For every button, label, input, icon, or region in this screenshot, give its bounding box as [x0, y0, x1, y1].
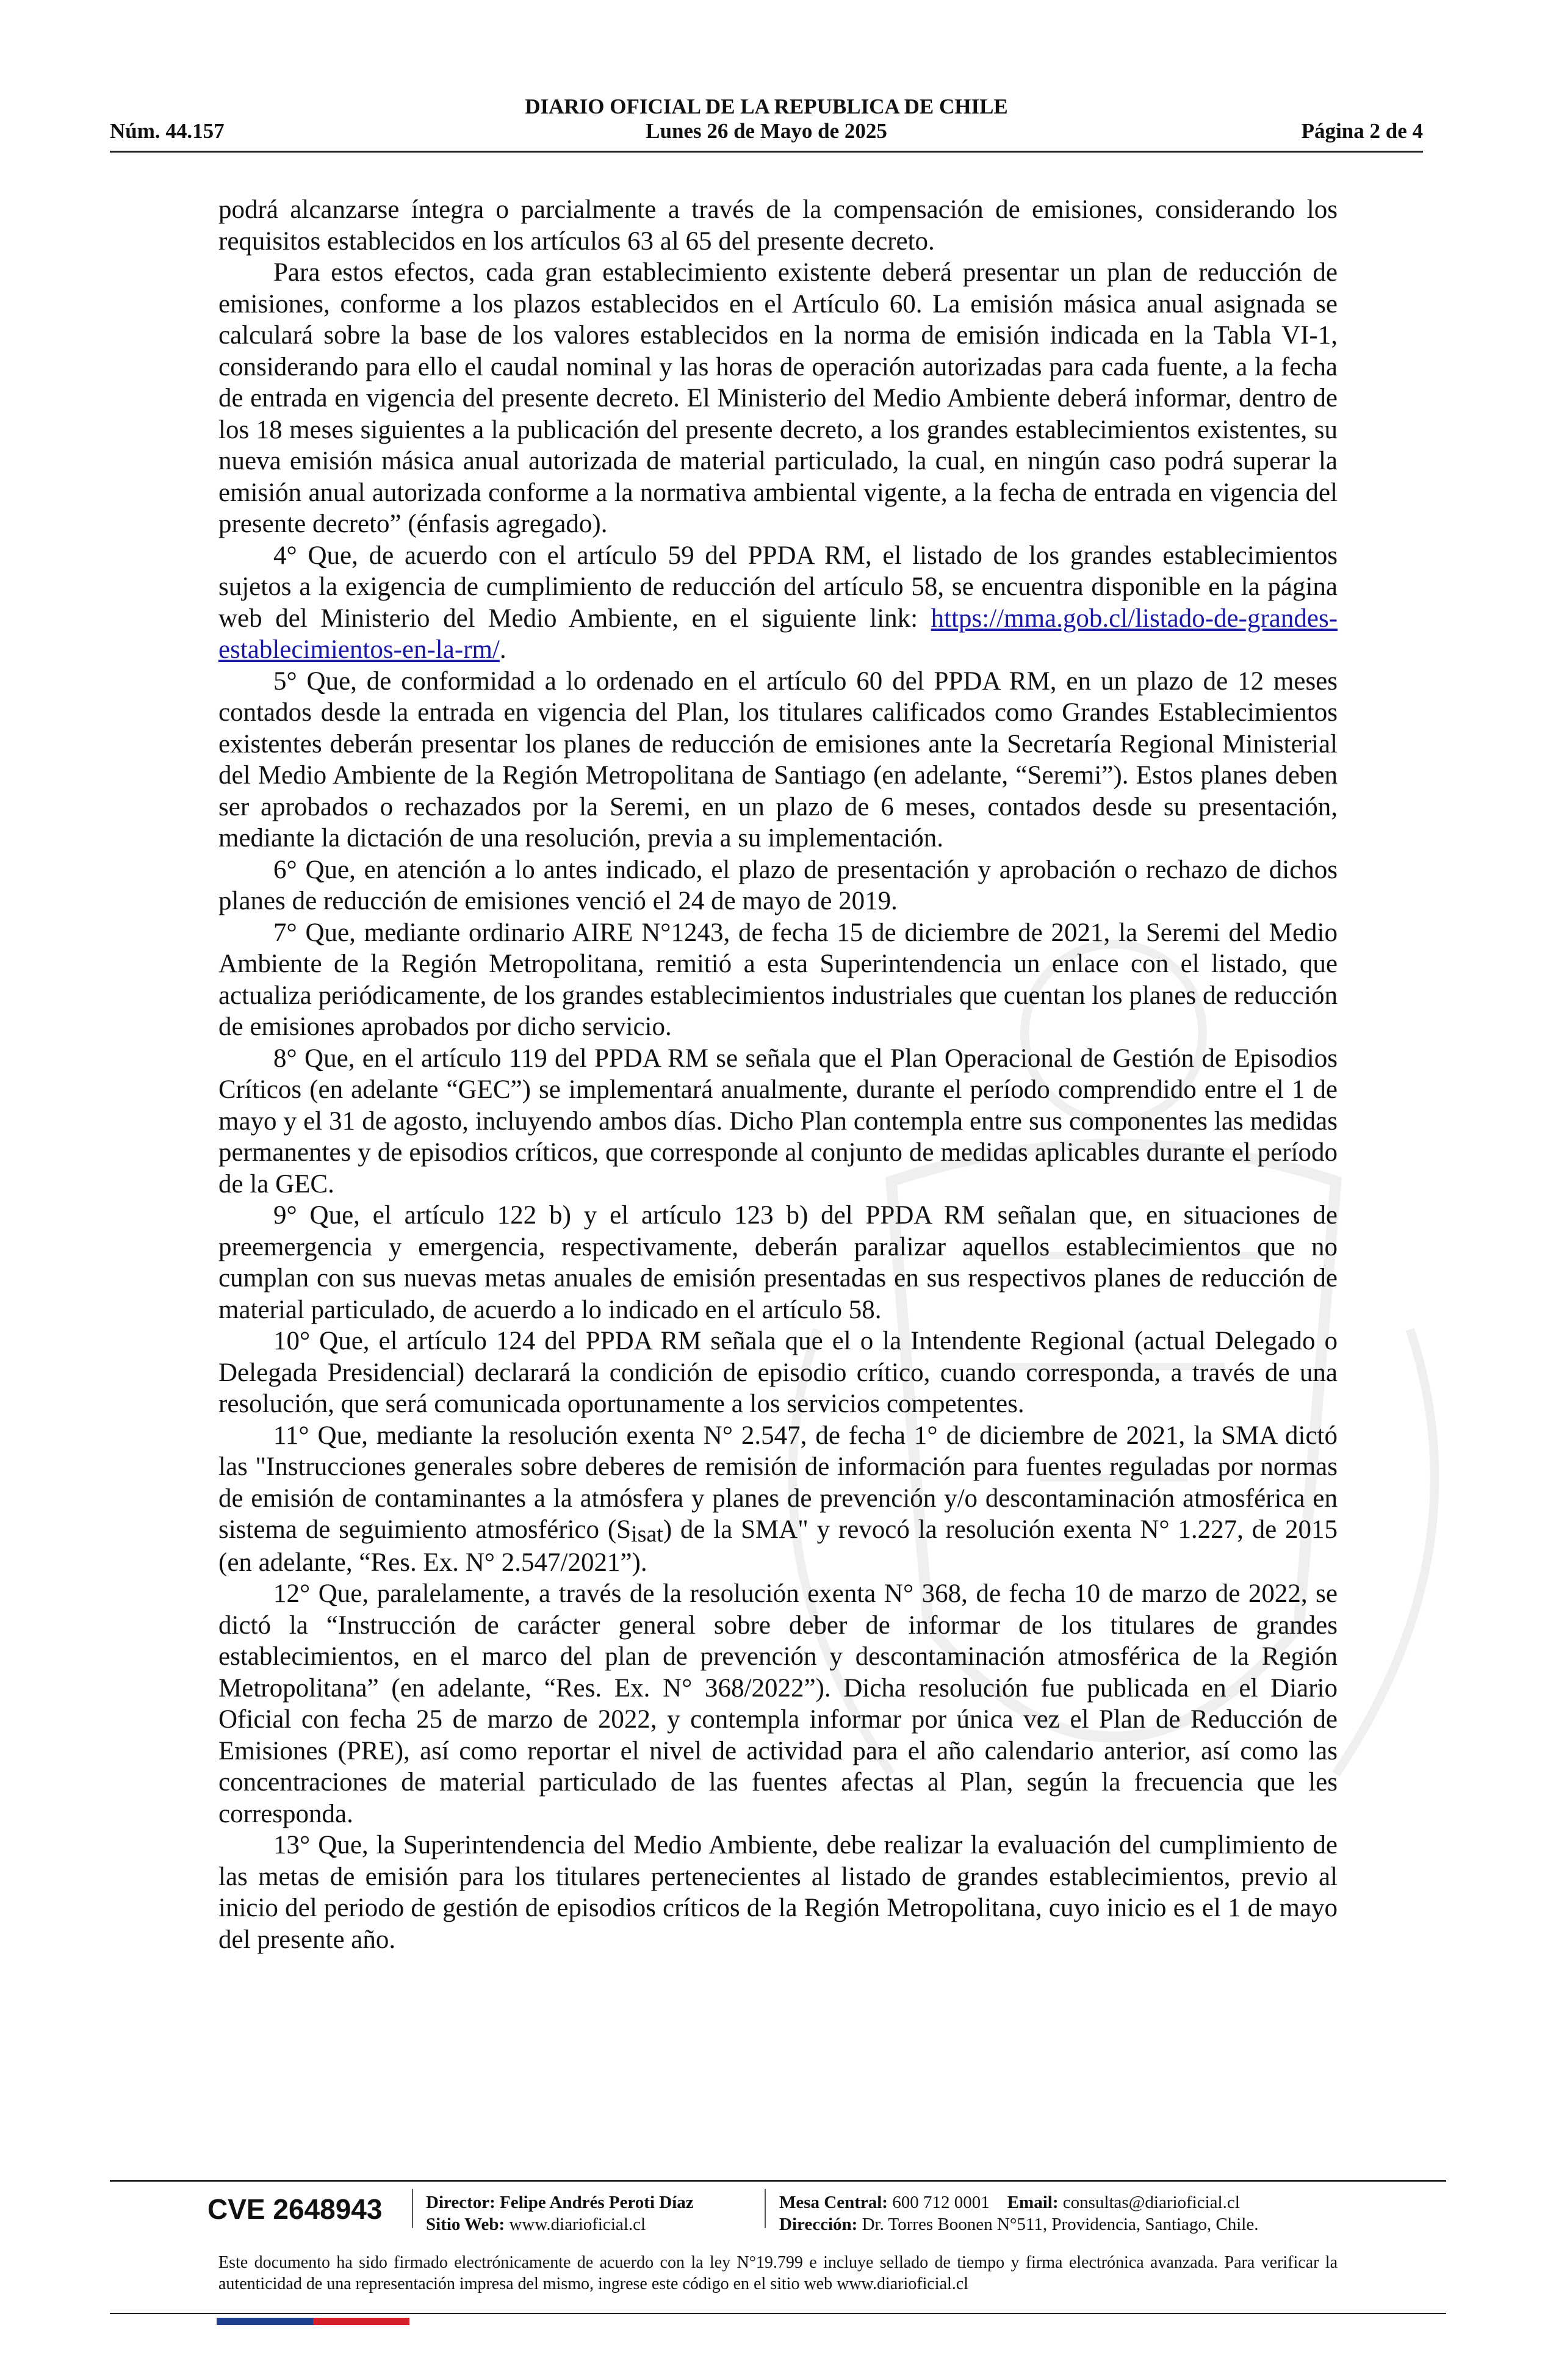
paragraph-11: [218, 1420, 1338, 1579]
paragraph: Para estos efectos, cada gran establecimiento existente deberá presentar un plan de reducción de emisiones, conforme a los plazos establecidos en el Artículo 60. La emisión másica anual asignada se calculará sobre la base de los valores establecidos en la norma de emisión indicada en la Tabla VI-1, considerando para ello el caudal nominal y las horas de operación autorizadas para cada fuente, a la fecha de entrada en vigencia del presente decreto. El Ministerio del Medio Ambiente deberá informar, dentro de los 18 meses siguientes a la publicación del presente decreto, a los grandes establecimientos existentes, su nueva emisión másica anual autorizada de material particulado, la cual, en ningún caso podrá superar la emisión anual autorizada conforme a la normativa ambiental vigente, a la fecha de entrada en vigencia del presente decreto” (énfasis agregado).: [218, 258, 1338, 538]
director-label: Director:: [426, 2193, 495, 2212]
flag-stripe-red: [313, 2318, 409, 2325]
email-link[interactable]: consultas@diarioficial.cl: [1062, 2193, 1240, 2212]
address-value: Dr. Torres Boonen N°511, Providencia, Santiago, Chile.: [862, 2215, 1259, 2234]
newspaper-title: DIARIO OFICIAL DE LA REPUBLICA DE CHILE: [525, 95, 1008, 118]
paragraph-text: 11° Que, mediante la resolución exenta N° 2.547, de fecha 1° de diciembre de 2021, la SMA dictó las "Instrucciones generales sobre deberes de remisión de información para fuentes reguladas por normas de emisión de contaminantes a la atmósfera y planes de prevención y/o descontaminación atmosférica en sistema de seguimiento atmosférico (S: [218, 1421, 1338, 1544]
address-label: Dirección:: [779, 2215, 858, 2234]
page-number: Página 2 de 4: [1301, 119, 1423, 143]
paragraph-7: 7° Que, mediante ordinario AIRE N°1243, de fecha 15 de diciembre de 2021, la Seremi del Medio Ambiente de la Región Metropolitana, remitió a esta Superintendencia un enlace con el listado, que actualiza periódicamente, de los grandes establecimientos industriales que cuentan los planes de reducción de emisiones aprobados por dicho servicio.: [218, 918, 1338, 1041]
paragraph-continuation: podrá alcanzarse íntegra o parcialmente a través de la compensación de emisiones, considerando los requisitos establecidos en los artículos 63 al 65 del presente decreto.: [218, 195, 1338, 256]
paragraph-6: 6° Que, en atención a lo antes indicado, el plazo de presentación y aprobación o rechazo de dichos planes de reducción de emisiones venció el 24 de mayo de 2019.: [218, 855, 1338, 915]
paragraph-4: [218, 540, 1338, 666]
issue-number: Núm. 44.157: [110, 119, 225, 143]
paragraph-text: 4° Que, de acuerdo con el artículo 59 del PPDA RM, el listado de los grandes establecimientos sujetos a la exigencia de cumplimiento de reducción del artículo 58, se encuentra disponible en la página web del Ministerio del Medio Ambiente, en el siguiente link:: [218, 541, 1338, 633]
cve-code: CVE 2648943: [207, 2193, 383, 2225]
footer-director-block: [426, 2191, 694, 2235]
paragraph-end: .: [499, 635, 506, 664]
paragraph-8: 8° Que, en el artículo 119 del PPDA RM se señala que el Plan Operacional de Gestión de Episodios Críticos (en adelante “GEC”) se implementará anualmente, durante el período comprendido entre el 1 de mayo y el 31 de agosto, incluyendo ambos días. Dicho Plan contempla entre sus componentes las medidas permanentes y de episodios críticos, que corresponde al conjunto de medidas aplicables durante el período de la GEC.: [218, 1044, 1338, 1199]
signature-note: Este documento ha sido firmado electrónicamente de acuerdo con la ley N°19.799 e incluye sellado de tiempo y firma electrónica avanzada. Para verificar la autenticidad de una representación impresa del mismo, ingrese este código en el sitio web www.diarioficial.cl: [218, 2253, 1338, 2293]
footer-divider: [110, 2180, 1446, 2182]
web-label: Sitio Web:: [426, 2215, 505, 2234]
issue-date: Lunes 26 de Mayo de 2025: [646, 119, 887, 143]
footer-divider-right: [765, 2189, 766, 2228]
footer-divider-left: [412, 2189, 413, 2228]
page-header: [110, 95, 1423, 153]
email-label: Email:: [1007, 2193, 1059, 2212]
web-link[interactable]: www.diarioficial.cl: [509, 2215, 646, 2234]
paragraph-13: 13° Que, la Superintendencia del Medio Ambiente, debe realizar la evaluación del cumplimiento de las metas de emisión para los titulares pertenecientes al listado de grandes establecimientos, previo al inicio del periodo de gestión de episodios críticos de la Región Metropolitana, cuyo inicio es el 1 de mayo del presente año.: [218, 1831, 1338, 1954]
paragraph-10: 10° Que, el artículo 124 del PPDA RM señala que el o la Intendente Regional (actual Delegado o Delegada Presidencial) declarará la condición de episodio crítico, cuando corresponda, a través de una resolución, que será comunicada oportunamente a los servicios competentes.: [218, 1327, 1338, 1418]
director-name: Felipe Andrés Peroti Díaz: [500, 2193, 694, 2212]
footer-bottom-divider: [110, 2313, 1446, 2314]
document-body: [218, 194, 1338, 1955]
paragraph-9: 9° Que, el artículo 122 b) y el artículo 123 b) del PPDA RM señalan que, en situaciones de preemergencia y emergencia, respectivamente, deberán paralizar aquellos establecimientos que no cumplan con sus nuevas metas anuales de emisión presentadas en sus respectivos planes de reducción de material particulado, de acuerdo a lo indicado en el artículo 58.: [218, 1201, 1338, 1324]
sisat-subscript: isat: [631, 1521, 663, 1547]
footer: [110, 2187, 1446, 2241]
paragraph-5: 5° Que, de conformidad a lo ordenado en el artículo 60 del PPDA RM, en un plazo de 12 meses contados desde la entrada en vigencia del Plan, los titulares calificados como Grandes Establecimientos existentes deberán presentar los planes de reducción de emisiones ante la Secretaría Regional Ministerial del Medio Ambiente de la Región Metropolitana de Santiago (en adelante, “Seremi”). Estos planes deben ser aprobados o rechazados por la Seremi, en un plazo de 6 meses, contados desde su presentación, mediante la dictación de una resolución, previa a su implementación.: [218, 666, 1338, 853]
mesa-phone: 600 712 0001: [892, 2193, 990, 2212]
paragraph-12: 12° Que, paralelamente, a través de la resolución exenta N° 368, de fecha 10 de marzo de 2022, se dictó la “Instrucción de carácter general sobre deber de informar de los titulares de grandes establecimientos, en el marco del plan de prevención y descontaminación atmosférica de la Región Metropolitana” (en adelante, “Res. Ex. N° 368/2022”). Dicha resolución fue publicada en el Diario Oficial con fecha 25 de marzo de 2022, y contempla informar por única vez el Plan de Reducción de Emisiones (PRE), así como reportar el nivel de actividad para el año calendario anterior, así como las concentraciones de material particulado de las fuentes afectas al Plan, según la frecuencia que les corresponda.: [218, 1579, 1338, 1828]
footer-contact-block: [779, 2191, 1258, 2235]
paragraph-text: ) de la SMA" y revocó la resolución exenta N° 1.227, de 2015 (en adelante, “Res. Ex. N° 2.547/2021”).: [218, 1515, 1338, 1577]
mma-listado-link[interactable]: https://mma.gob.cl/listado-de-grandes-establecimientos-en-la-rm/: [218, 604, 1338, 664]
flag-stripe-blue: [217, 2318, 313, 2325]
mesa-label: Mesa Central:: [779, 2193, 888, 2212]
